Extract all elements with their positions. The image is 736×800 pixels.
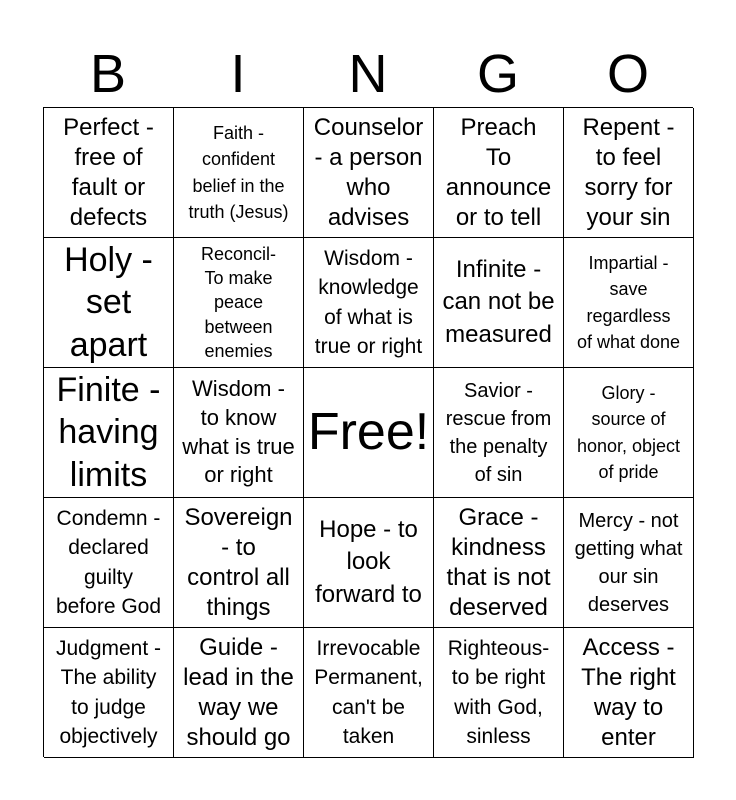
bingo-cell-text: Infinite - can not be measured (442, 255, 555, 348)
bingo-cell-text: Faith - confident belief in the truth (Jesus) (188, 123, 289, 222)
bingo-cell-text: Wisdom - knowledge of what is true or right (314, 246, 423, 358)
bingo-cell[interactable] (174, 238, 304, 368)
free-space[interactable] (304, 368, 434, 498)
bingo-cell[interactable] (174, 108, 304, 238)
bingo-cell[interactable] (44, 498, 174, 628)
header-letter-i: I (230, 44, 246, 104)
header-letter-g: G (476, 44, 519, 104)
bingo-cell-text: Perfect - free of fault or defects (63, 113, 154, 231)
bingo-cell-text: Mercy - not getting what our sin deserves (574, 509, 683, 616)
header-letter-o: O (606, 44, 649, 104)
header-letter-b: B (89, 44, 127, 104)
bingo-cell-text: Impartial - save regardless of what done (576, 253, 681, 352)
bingo-cell[interactable] (434, 368, 564, 498)
bingo-cell-text: Holy - set apart (64, 240, 153, 364)
bingo-cell[interactable] (174, 498, 304, 628)
bingo-cell[interactable] (434, 108, 564, 238)
bingo-cell[interactable] (564, 498, 694, 628)
bingo-cell-text: Counselor - a person who advises (313, 113, 424, 231)
bingo-cell-text: Grace - kindness that is not deserved (446, 503, 551, 621)
bingo-cell[interactable] (174, 368, 304, 498)
bingo-cell[interactable] (564, 368, 694, 498)
bingo-cell[interactable] (304, 498, 434, 628)
bingo-cell-text: Reconcil- To make peace between enemies (200, 243, 277, 361)
free-space-text: Free! (307, 403, 430, 462)
bingo-cell-text: Righteous- to be right with God, sinless (447, 636, 550, 748)
bingo-cell-text: Wisdom - to know what is true or right (182, 376, 295, 488)
bingo-cell-text: Glory - source of honor, object of pride (576, 383, 681, 482)
bingo-header (43, 40, 693, 108)
bingo-cell[interactable] (304, 108, 434, 238)
bingo-cell-text: Hope - to look forward to (315, 515, 422, 608)
bingo-cell[interactable] (434, 628, 564, 758)
bingo-cell-text: Savior - rescue from the penalty of sin (445, 379, 552, 486)
bingo-cell-text: Preach To announce or to tell (445, 113, 552, 231)
bingo-cell[interactable] (564, 628, 694, 758)
bingo-cell-text: Access - The right way to enter (581, 633, 676, 751)
bingo-cell-text: Sovereign - to control all things (184, 503, 293, 621)
bingo-cell[interactable] (434, 238, 564, 368)
bingo-cell[interactable] (304, 238, 434, 368)
bingo-cell[interactable] (44, 238, 174, 368)
bingo-board (43, 107, 693, 757)
bingo-cell[interactable] (44, 368, 174, 498)
bingo-cell-text: Guide - lead in the way we should go (183, 633, 294, 751)
bingo-cell[interactable] (564, 108, 694, 238)
bingo-cell[interactable] (434, 498, 564, 628)
header-letter-n: N (348, 44, 388, 104)
bingo-cell-text: Judgment - The ability to judge objectively (55, 636, 162, 748)
bingo-cell-text: Finite - having limits (56, 370, 161, 494)
bingo-cell[interactable] (174, 628, 304, 758)
bingo-cell-text: Condemn - declared guilty before God (55, 506, 162, 618)
bingo-cell[interactable] (304, 628, 434, 758)
bingo-cell[interactable] (44, 628, 174, 758)
bingo-cell-text: Irrevocable Permanent, can't be taken (314, 636, 423, 748)
bingo-cell[interactable] (564, 238, 694, 368)
bingo-cell-text: Repent - to feel sorry for your sin (582, 113, 675, 231)
bingo-cell[interactable] (44, 108, 174, 238)
